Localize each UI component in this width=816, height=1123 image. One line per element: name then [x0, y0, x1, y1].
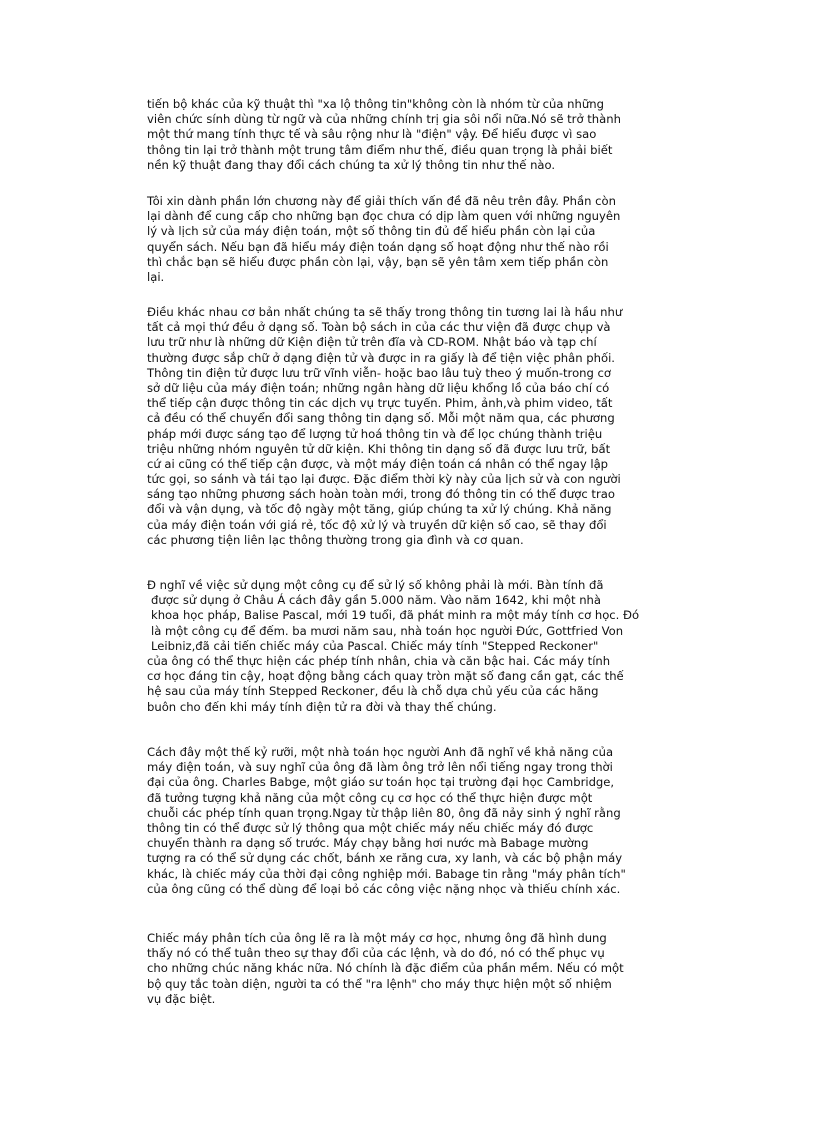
text-line: lý và lịch sử của máy điện toán, một số thông tin đủ để hiểu phần còn lại của	[147, 224, 596, 239]
text-line: một thứ mang tính thực tế và sâu rộng như là "điện" vậy. Để hiểu được vì sao	[147, 127, 597, 142]
text-line: tức gọi, so sánh và tái tạo lại được. Đặc điểm thời kỳ này của lịch sử và con người	[147, 472, 621, 487]
text-line: của ông có thể thực hiện các phép tính nhân, chia và căn bậc hai. Các máy tính	[147, 653, 611, 668]
text-line: được sử dụng ở Châu Á cách đây gần 5.000 năm. Vào năm 1642, khi một nhà	[151, 593, 602, 608]
paragraph-3	[147, 305, 687, 548]
text-line: nền kỹ thuật đang thay đổi cách chúng ta xử lý thông tin như thế nào.	[147, 157, 556, 172]
paragraph-5	[147, 745, 687, 897]
text-line: Đ nghĩ về việc sử dụng một công cụ để sử lý số không phải là mới. Bàn tính đã	[147, 578, 604, 592]
text-line: thông tin lại trở thành một trung tâm điểm như thế, điều quan trọng là phải biết	[147, 142, 613, 157]
text-line: tượng ra có thể sử dụng các chốt, bánh xe răng cưa, xy lanh, và các bộ phận máy	[147, 851, 623, 866]
text-line: Leibniz,đã cải tiến chiếc máy của Pascal. Chiếc máy tính "Stepped Reckoner"	[151, 638, 599, 653]
text-line: sở dữ liệu của máy điện toán; những ngân hàng dữ liệu khổng lồ của báo chí có	[147, 380, 610, 395]
text-line: thấy nó có thể tuân theo sự thay đổi của các lệnh, và do đó, nó có thể phục vụ	[147, 946, 605, 961]
text-line: máy điện toán, và suy nghĩ của ông đã làm ông trở lên nổi tiếng ngay trong thời	[147, 760, 613, 775]
paragraph-1	[147, 97, 687, 173]
text-line: thể tiếp cận được thông tin các dịch vụ trực tuyến. Phim, ảnh,và phim video, tất	[147, 396, 613, 411]
text-line: pháp mới được sáng tạo để lượng tử hoá thông tin và để lọc chúng thành triệu	[147, 426, 603, 441]
text-line: triệu những nhóm nguyên tử dữ kiện. Khi thông tin dạng số đã được lưu trữ, bất	[147, 441, 611, 456]
text-line: quyển sách. Nếu bạn đã hiểu máy điện toán dạng số hoạt động như thế nào rồi	[147, 239, 609, 254]
text-line: đại của ông. Charles Babge, một giáo sư toán học tại trường đại học Cambridge,	[147, 775, 615, 790]
text-line: các phương tiện liên lạc thông thường trong gia đình và cơ quan.	[147, 532, 524, 547]
text-line: Cách đây một thế kỷ rưỡi, một nhà toán học người Anh đã nghĩ về khả năng của	[147, 745, 614, 759]
text-line: buôn cho đến khi máy tính điện tử ra đời và thay thế chúng.	[147, 699, 497, 714]
text-line: viên chức sính dùng từ ngữ và của những chính trị gia sôi nổi nữa.Nó sẽ trở thành	[147, 112, 621, 127]
text-line: lưu trữ như là những dữ Kiện điện tử trên đĩa và CD-ROM. Nhật báo và tạp chí	[147, 335, 597, 350]
text-line: thông tin có thể được sử lý thông qua một chiếc máy nếu chiếc máy đó được	[147, 820, 594, 835]
text-line: Tôi xin dành phần lớn chương này để giải thích vấn đề đã nêu trên đây. Phần còn	[147, 194, 616, 208]
paragraph-4	[147, 578, 687, 715]
text-line: lại dành để cung cấp cho những bạn đọc chưa có dịp làm quen với những nguyên	[147, 209, 621, 224]
text-line: chuyển thành ra dạng số trước. Máy chạy bằng hơi nước mà Babage mường	[147, 836, 589, 851]
paragraph-2	[147, 194, 687, 285]
text-line: thường được sắp chữ ở dạng điện tử và được in ra giấy là để tiện việc phân phối.	[147, 350, 615, 365]
text-line: tất cả mọi thứ đều ở dạng số. Toàn bộ sách in của các thư viện đã được chụp và	[147, 320, 611, 335]
text-line: sáng tạo những phương sách hoàn toàn mới, trong đó thông tin có thể được trao	[147, 487, 615, 502]
text-line: lại.	[147, 269, 165, 284]
text-line: chuỗi các phép tính quan trọng.Ngay từ thập liên 80, ông đã nảy sinh ý nghĩ rằng	[147, 805, 621, 820]
text-line: cứ ai cũng có thể tiếp cận được, và một máy điện toán cá nhân có thể ngay lập	[147, 456, 609, 471]
text-line: của máy điện toán với giá rẻ, tốc độ xử lý và truyền dữ kiện số cao, sẽ thay đổi	[147, 517, 607, 532]
text-line: khoa học pháp, Balise Pascal, mới 19 tuổi, đã phát minh ra một máy tính cơ học. Đó	[151, 608, 640, 623]
text-line: của ông cũng có thể dùng để loại bỏ các công việc nặng nhọc và thiếu chính xác.	[147, 881, 621, 896]
text-line: cơ học đáng tin cậy, hoạt động bằng cách quay tròn mặt số đang cần gạt, các thế	[147, 669, 624, 684]
text-line: đổi và vận dụng, và tốc độ ngày một tăng, giúp chúng ta xử lý chúng. Khả năng	[147, 502, 612, 517]
text-line: cả đều có thể chuyển đổi sang thông tin dạng số. Mỗi một năm qua, các phương	[147, 411, 615, 426]
text-line: Chiếc máy phân tích của ông lẽ ra là một máy cơ học, nhưng ông đã hình dung	[147, 931, 607, 945]
text-line: thì chắc bạn sẽ hiểu được phần còn lại, vậy, bạn sẽ yên tâm xem tiếp phần còn	[147, 254, 609, 269]
text-line: cho những chúc năng khác nữa. Nó chính là đặc điểm của phần mềm. Nếu có một	[147, 961, 624, 976]
text-line: tiến bộ khác của kỹ thuật thì "xa lộ thông tin"không còn là nhóm từ của những	[147, 97, 604, 111]
text-line: đã tưởng tượng khả năng của một công cụ cơ học có thể thực hiện được một	[147, 790, 593, 805]
text-line: Điều khác nhau cơ bản nhất chúng ta sẽ thấy trong thông tin tương lai là hầu như	[147, 305, 623, 319]
paragraph-6	[147, 931, 687, 1007]
text-line: là một công cụ để đếm. ba mươi năm sau, nhà toán học người Đức, Gottfried Von	[151, 623, 624, 638]
text-line: hệ sau của máy tính Stepped Reckoner, đều là chỗ dựa chủ yếu của các hãng	[147, 684, 599, 699]
text-line: khác, là chiếc máy của thời đại công nghiệp mới. Babage tin rằng "máy phân tích"	[147, 866, 626, 881]
text-line: Thông tin điện tử được lưu trữ vĩnh viễn- hoặc bao lâu tuỳ theo ý muốn-trong cơ	[147, 365, 612, 380]
text-line: vụ đặc biệt.	[147, 991, 216, 1006]
text-line: bộ quy tắc toàn diện, người ta có thể "ra lệnh" cho máy thực hiện một số nhiệm	[147, 976, 612, 991]
